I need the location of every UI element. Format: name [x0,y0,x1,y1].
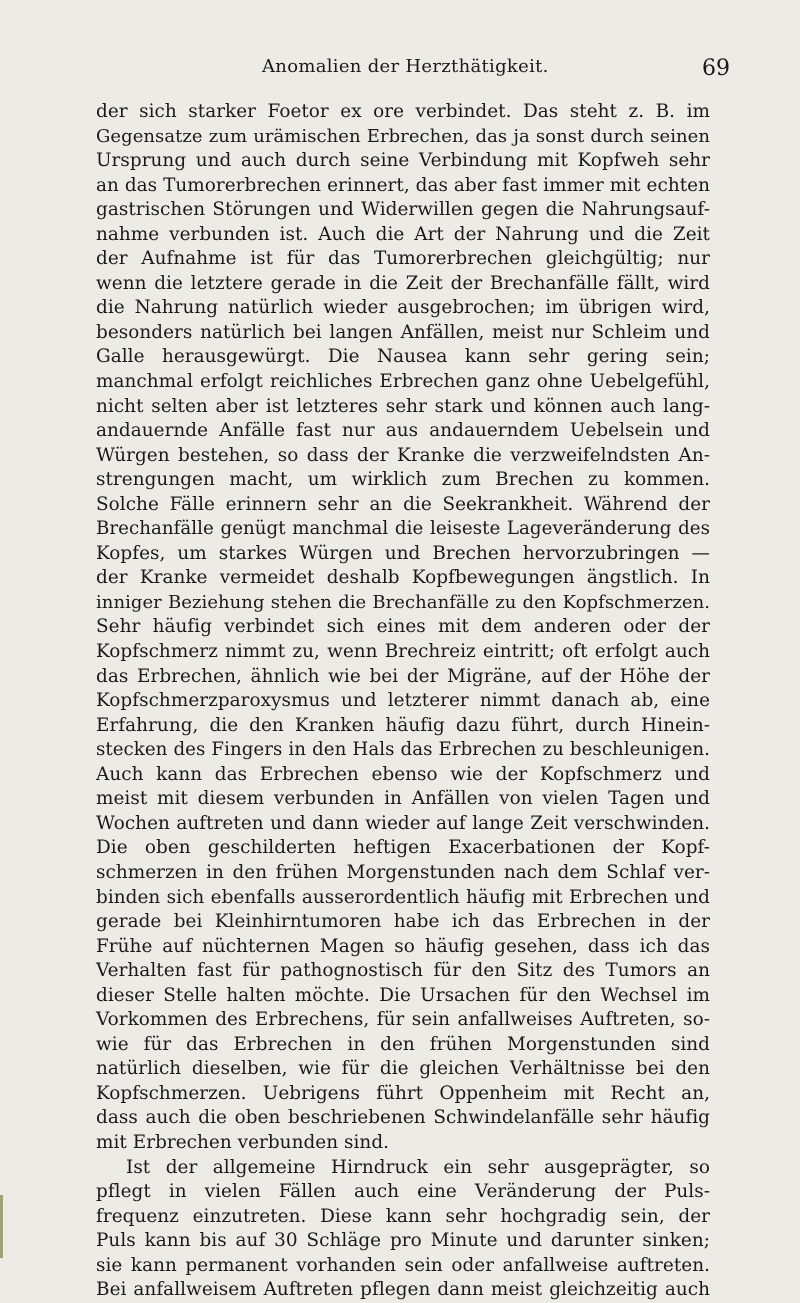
text-line: schmerzen in den frühen Morgenstunden nach dem Schlaf ver- [96,861,710,883]
text-line: Frühe auf nüchternen Magen so häufig gesehen, dass ich das [96,935,710,957]
page-edge-stain [0,1195,3,1258]
text-line: Kopfes, um starkes Würgen und Brechen hervorzubringen — [96,542,710,564]
text-line: manchmal erfolgt reichliches Erbrechen ganz ohne Uebelgefühl, [96,371,710,393]
text-line: Solche Fälle erinnern sehr an die Seekrankheit. Während der [96,493,710,515]
text-line: andauernde Anfälle fast nur aus andauerndem Uebelsein und [96,420,710,442]
text-line: an das Tumorerbrechen erinnert, das aber fast immer mit echten [96,174,710,196]
text-line: stecken des Fingers in den Hals das Erbrechen zu beschleunigen. [96,739,710,761]
text-line: natürlich dieselben, wie für die gleichen Verhältnisse bei den [96,1058,710,1080]
text-line: sie kann permanent vorhanden sein oder anfallweise auftreten. [96,1254,710,1276]
text-line: das Erbrechen, ähnlich wie bei der Migräne, auf der Höhe der [96,665,710,687]
text-line: frequenz einzutreten. Diese kann sehr hochgradig sein, der [96,1205,710,1227]
text-line: wie für das Erbrechen in den frühen Morgenstunden sind [96,1033,710,1055]
text-line: inniger Beziehung stehen die Brechanfälle zu den Kopfschmerzen. [96,591,710,613]
text-line: Erfahrung, die den Kranken häufig dazu führt, durch Hinein- [96,714,710,736]
text-line: gerade bei Kleinhirntumoren habe ich das Erbrechen in der [96,911,710,933]
text-line: Die oben geschilderten heftigen Exacerbationen der Kopf- [96,837,710,859]
text-line: Vorkommen des Erbrechens, für sein anfallweises Auftreten, so- [96,1009,710,1031]
text-line: Sehr häufig verbindet sich eines mit dem anderen oder der [96,616,710,638]
text-line: Ursprung und auch durch seine Verbindung mit Kopfweh sehr [96,150,710,172]
text-line: Wochen auftreten und dann wieder auf lange Zeit verschwinden. [96,812,710,834]
text-line: Galle herausgewürgt. Die Nausea kann sehr gering sein; [96,346,710,368]
text-line: besonders natürlich bei langen Anfällen, meist nur Schleim und [96,321,710,343]
text-line: Verhalten fast für pathognostisch für den Sitz des Tumors an [96,960,710,982]
text-line: dieser Stelle halten möchte. Die Ursachen für den Wechsel im [96,984,710,1006]
text-line: Auch kann das Erbrechen ebenso wie der Kopfschmerz und [96,763,710,785]
text-line: der Kranke vermeidet deshalb Kopfbewegungen ängstlich. In [96,567,710,589]
text-line-paragraph-end: mit Erbrechen verbunden sind. [96,1131,390,1153]
text-line: nahme verbunden ist. Auch die Art der Nahrung und die Zeit [96,223,710,245]
text-line: gastrischen Störungen und Widerwillen gegen die Nahrungsauf- [96,199,710,221]
text-line: Gegensatze zum urämischen Erbrechen, das ja sonst durch seinen [96,125,710,147]
text-line: strengungen macht, um wirklich zum Brechen zu kommen. [96,469,710,491]
text-line: meist mit diesem verbunden in Anfällen von vielen Tagen und [96,788,710,810]
text-line: Brechanfälle genügt manchmal die leiseste Lageveränderung des [96,518,710,540]
running-title: Anomalien der Herzthätigkeit. [262,56,549,77]
text-line: Kopfschmerz nimmt zu, wenn Brechreiz eintritt; oft erfolgt auch [96,641,710,663]
text-line: Kopfschmerzparoxysmus und letzterer nimmt danach ab, eine [96,690,710,712]
text-line: der Aufnahme ist für das Tumorerbrechen gleichgültig; nur [96,248,710,270]
text-line: binden sich ebenfalls ausserordentlich häufig mit Erbrechen und [96,886,710,908]
text-line: Würgen bestehen, so dass der Kranke die verzweifelndsten An- [96,444,710,466]
text-line: wenn die letztere gerade in die Zeit der Brechanfälle fällt, wird [96,272,710,294]
body-text [96,100,710,1303]
text-line: die Nahrung natürlich wieder ausgebrochen; im übrigen wird, [96,297,710,319]
text-line: Bei anfallweisem Auftreten pflegen dann meist gleichzeitig auch [96,1279,710,1301]
running-header [0,56,800,86]
text-line: dass auch die oben beschriebenen Schwindelanfälle sehr häufig [96,1107,710,1129]
text-line: der sich starker Foetor ex ore verbindet. Das steht z. B. im [96,101,710,122]
text-line: Kopfschmerzen. Uebrigens führt Oppenheim mit Recht an, [96,1082,710,1104]
text-line-paragraph-start: Ist der allgemeine Hirndruck ein sehr ausgeprägter, so [126,1156,710,1178]
page-number: 69 [702,56,730,81]
text-line: pflegt in vielen Fällen auch eine Veränderung der Puls- [96,1181,710,1203]
text-line: Puls kann bis auf 30 Schläge pro Minute und darunter sinken; [96,1230,710,1252]
text-line: nicht selten aber ist letzteres sehr stark und können auch lang- [96,395,710,417]
